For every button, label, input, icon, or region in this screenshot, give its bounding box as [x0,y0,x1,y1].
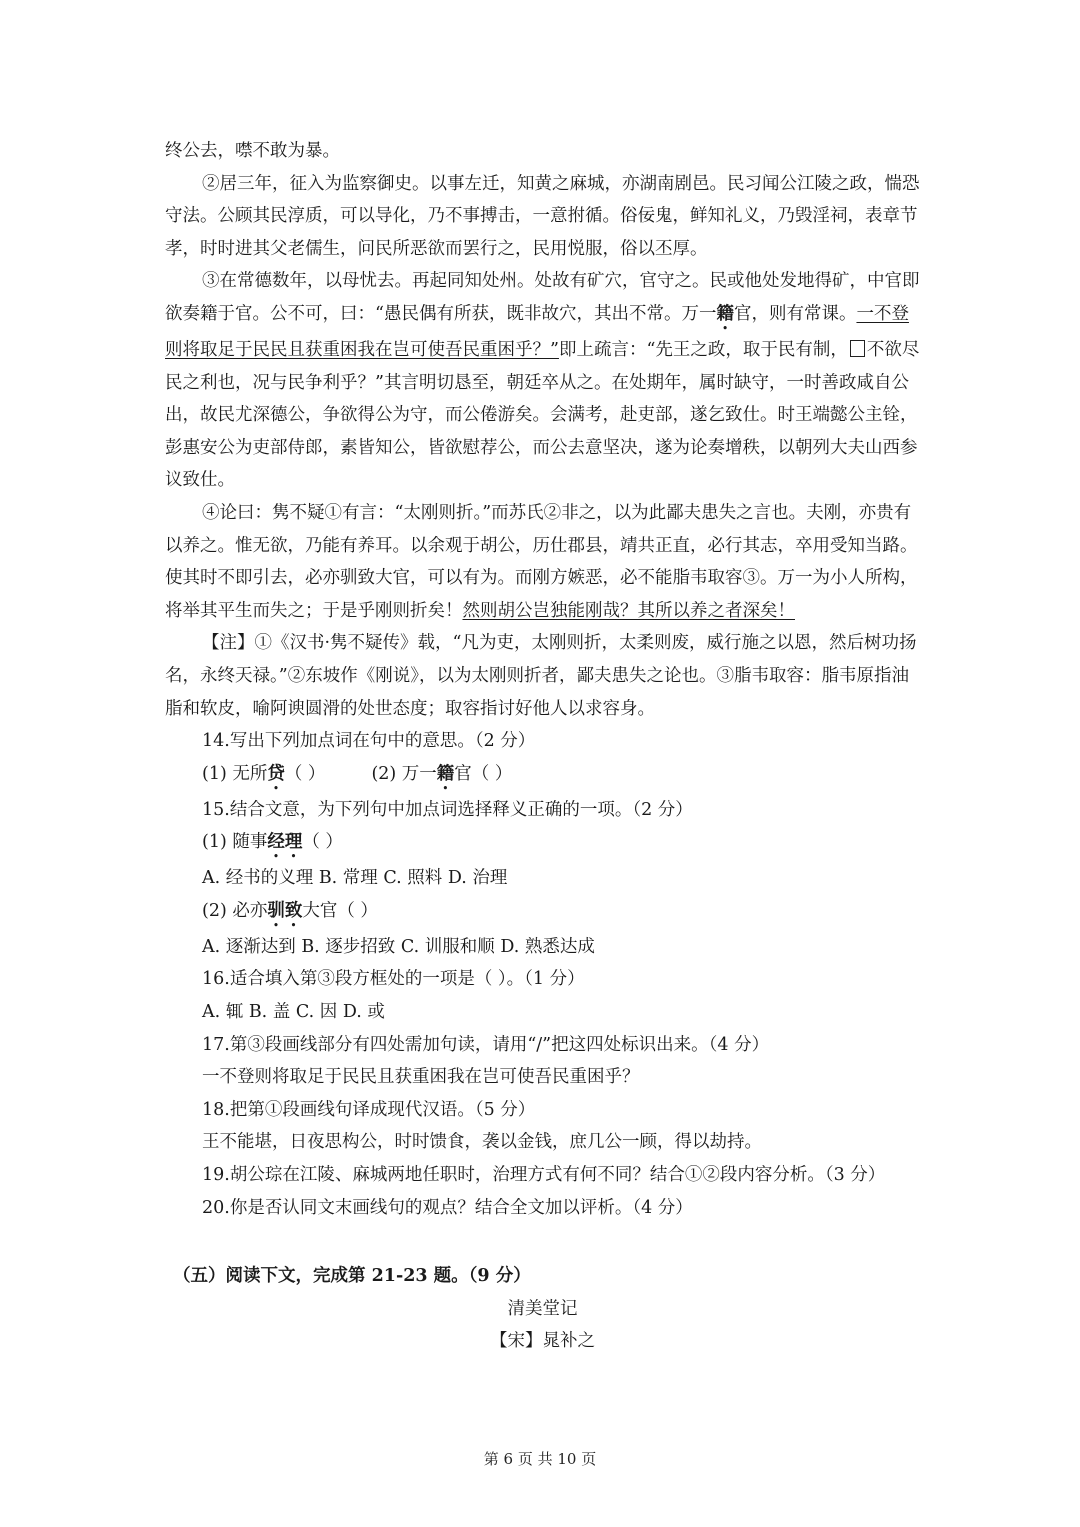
paragraph-2: ②居三年，征入为监察御史。以事左迁，知黄之麻城，亦湖南剧邑。民习闻公江陵之政，惴恐守法。公顾其民淳质，可以导化，乃不事搏击，一意拊循。俗佞鬼，鲜知礼义，乃毁淫祠，表章节孝，时时进其父老儒生，问民所恶欲而罢行之，民用悦服，俗以丕厚。 [165,173,920,259]
section-5-heading-range: 21-23 [371,1266,428,1287]
paragraph-4-text: ④论曰：隽不疑①有言：“太刚则折。”而苏氏②非之，以为此鄙夫患失之言也。夫刚，亦贵有以养之。惟无欲，乃能有养耳。以余观于胡公，历仕郡县，靖共正直，必行其志，卒用受知当路。使其时不即引去，必亦驯致大官，可以有为。而刚方嫉恶，必不能脂韦取容③。万一为小人所构，将举其平生而失之；于是乎刚则折矣！ [165,502,918,621]
paragraph-3 [165,265,920,497]
question-20: 20.你是否认同文末画线句的观点？结合全文加以评析。（4 分） [202,1197,693,1218]
q15-2-blank: 大官（ ） [302,900,378,921]
article-title: 清美堂记 [507,1298,578,1319]
section-5-heading-pre: （五）阅读下文，完成第 [173,1266,372,1287]
q14-1-blank: （ ） [284,763,326,784]
question-16-options: A. 辄 B. 盖 C. 因 D. 或 [202,1002,385,1023]
question-17: 17.第③段画线部分有四处需加句读，请用“/”把这四处标识出来。（4 分） [202,1034,770,1055]
q14-1-dotted-word: 贷 [267,763,285,784]
section-5-heading [165,1260,920,1293]
question-14-items [165,758,920,794]
section-spacer [165,1224,920,1260]
q15-2-prefix: (2) 必亦 [202,900,268,921]
question-16: 16.适合填入第③段方框处的一项是（ ）。（1 分） [202,969,585,990]
q14-1-prefix: (1) 无所 [202,763,268,784]
q15-1-dotted-word: 经理 [267,832,303,853]
question-18: 18.把第①段画线句译成现代汉语。（5 分） [202,1099,536,1120]
dotted-word-ji: 籍 [716,303,734,324]
underlined-sentence-para4: 然则胡公岂独能刚哉？其所以养之者深矣！ [462,600,795,621]
q15-1-blank: （ ） [302,832,343,853]
question-17-text: 一不登则将取足于民民且获重困我在岂可使吾民重困乎？ [202,1067,640,1088]
question-15-item-2 [165,895,920,931]
question-19: 19.胡公琮在江陵、麻城两地任职时，治理方式有何不同？结合①②段内容分析。（3 分） [202,1165,886,1186]
question-14: 14.写出下列加点词在句中的意思。（2 分） [202,731,536,752]
paragraph-3-text-d: 不欲尽民之利也，况与民争利乎？”其言明切恳至，朝廷卒从之。在处期年，属时缺守，一时善政咸自公出，故民尤深德公，争欲得公为守，而公倦游矣。会满考，赴吏部，遂乞致仕。时王端懿公主铨，彭惠安公为吏部侍郎，素皆知公，皆欲慰荐公，而公去意坚决，遂为论奏增秩，以朝列大夫山西参议致仕。 [165,339,920,491]
paragraph-4 [165,497,920,627]
q14-2-dotted-word: 籍 [436,763,455,784]
question-18-text: 王不能堪，日夜思构公，时时馈食，袭以金钱，庶几公一顾，得以劫持。 [202,1132,762,1153]
q14-2-prefix: (2) 万一 [371,763,437,784]
paragraph-3-text-b: 官，则有常课。 [733,303,857,324]
underlined-sentence-para3: 一不登则将取足于民民且获重困我在岂可使吾民重困乎？” [165,303,909,360]
question-15-options-2: A. 逐渐达到 B. 逐步招致 C. 训服和顺 D. 熟悉达成 [202,936,595,957]
question-15-options-1: A. 经书的义理 B. 常理 C. 照料 D. 治理 [202,868,508,889]
page-footer: 第 6 页 共 10 页 [483,1450,597,1468]
section-5-heading-post: 题。（9 分） [427,1266,531,1287]
page-content [165,135,920,1358]
article-author: 【宋】晁补之 [490,1331,595,1352]
paragraph-3-text-c: 即上疏言：“先王之政，取于民有制， [558,339,848,360]
q15-2-dotted-word: 驯致 [267,900,303,921]
question-15-item-1 [165,826,920,862]
annotation-note: 【注】①《汉书·隽不疑传》载，“凡为吏，太刚则折，太柔则废，威行施之以恩，然后树功扬名，永终天禄。”②东坡作《刚说》，以为太刚则折者，鄙夫患失之论也。③脂韦取容：脂韦原指油脂和软皮，喻阿谀圆滑的处世态度；取容指讨好他人以求容身。 [165,633,917,719]
q15-1-prefix: (1) 随事 [202,832,268,853]
blank-box-icon [850,340,865,357]
q14-2-blank: 官（ ） [454,763,513,784]
paragraph-1-end: 终公去，噤不敢为暴。 [165,141,340,161]
paragraph-3-text-a: ③在常德数年，以母忧去。再起同知处州。处故有矿穴，官守之。民或他处发地得矿，中官即欲奏籍于官。公不可，曰：“愚民偶有所获，既非故穴，其出不常。万一 [165,271,920,324]
question-15: 15.结合文意，为下列句中加点词选择释义正确的一项。（2 分） [202,799,693,820]
